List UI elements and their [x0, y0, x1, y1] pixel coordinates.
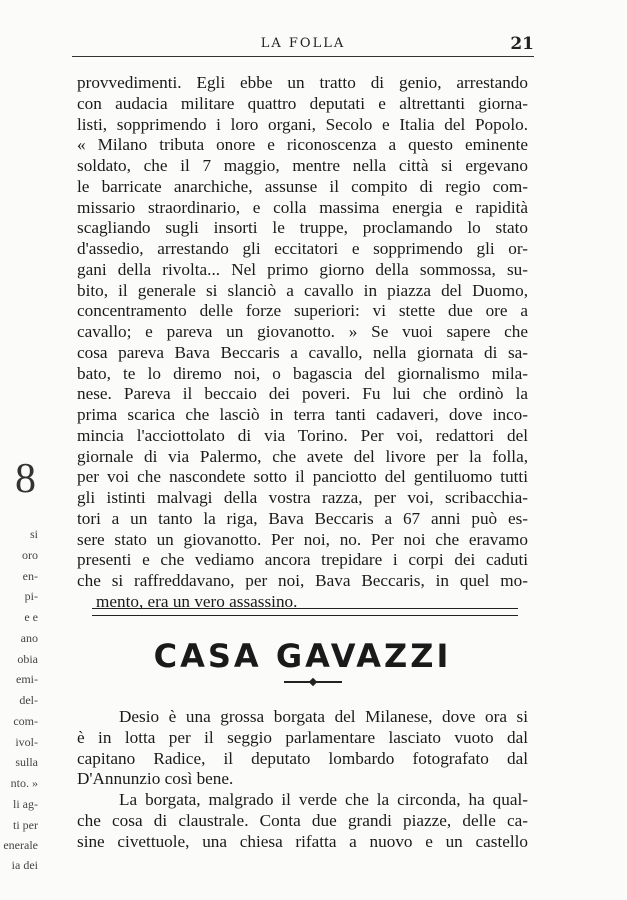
margin-fragment: com- — [13, 714, 38, 728]
text-line: cosa pareva Bava Beccaris a cavallo, nella giornata di sa- — [77, 342, 528, 362]
margin-fragment: e e — [24, 610, 38, 624]
margin-fragment: 8 — [15, 456, 36, 502]
facing-page-bleed — [0, 0, 40, 900]
margin-fragment: del- — [19, 693, 38, 707]
text-line: con audacia militare quattro deputati e altrettanti giorna- — [77, 93, 528, 113]
text-line: che cosa di claustrale. Conta due grandi piazze, delle ca- — [77, 810, 528, 830]
text-line: capitano Radice, il deputato lombardo fotografato dal — [77, 748, 528, 768]
running-title: LA FOLLA — [260, 36, 346, 51]
text-line: gli istinti malvagi della vostra razza, per voi, scribacchia- — [77, 488, 528, 507]
text-line: cavallo; e pareva un giovanotto. » Se vuoi sapere che — [77, 322, 528, 341]
text-line: concentramento delle forze superiori: vi stette due ore a — [77, 301, 528, 321]
text-line: presenti e che vediamo ancora trepidare i corpi dei caduti — [77, 550, 528, 570]
text-line: La borgata, malgrado il verde che la circonda, ha qual- — [119, 790, 528, 809]
margin-fragment: ia dei — [11, 858, 38, 872]
margin-fragment: li ag- — [13, 797, 38, 811]
text-line: missario straordinario, e colla massima energia e rapidità — [77, 197, 528, 217]
text-line: listi, sopprimendo i loro organi, Secolo e Italia del Popolo. — [77, 114, 528, 134]
margin-fragment: pi- — [24, 589, 38, 603]
text-line: giornale di via Palermo, che avete del livore per la folla, — [77, 446, 528, 466]
text-line: d'assedio, arrestando gli eccitatori e sopprimendo gli or- — [77, 239, 528, 258]
text-line: provvedimenti. Egli ebbe un tratto di genio, arrestando — [77, 73, 528, 92]
text-line: prima scarica che lasciò in terra tanti cadaveri, dove inco- — [77, 405, 528, 424]
text-line: nese. Pareva il beccaio dei poveri. Fu lui che ordinò la — [77, 384, 528, 404]
section-divider — [92, 608, 518, 616]
text-line: bato, te lo diremo noi, o bagascia del giornalismo mila- — [77, 363, 528, 383]
text-line: bito, il generale si slanciò a cavallo in piazza del Duomo, — [77, 280, 528, 300]
margin-fragment: enerale — [3, 838, 38, 852]
text-line: D'Annunzio così bene. — [77, 769, 234, 789]
text-line: mento, era un vero assassino. — [96, 591, 298, 611]
text-line: « Milano tributa onore e riconoscenza a questo eminente — [77, 135, 528, 155]
text-line: gani della rivolta... Nel primo giorno della sommossa, su- — [77, 259, 528, 279]
title-ornament — [284, 681, 342, 683]
margin-fragment: nto. » — [10, 776, 38, 790]
text-line: tori a un tanto la riga, Bava Beccaris a 67 anni può es- — [77, 508, 528, 528]
margin-fragment: ano — [20, 631, 38, 645]
text-line: sine civettuole, una chiesa rifatta a nuovo e un castello — [77, 831, 528, 851]
margin-fragment: emi- — [16, 672, 38, 686]
page-header — [72, 36, 534, 58]
margin-fragment: oro — [22, 548, 38, 562]
margin-fragment: ivol- — [15, 735, 38, 749]
text-line: soldato, che il 7 maggio, mentre nella città si ergevano — [77, 156, 528, 175]
text-line: per voi che nascondete sotto il panciotto del gentiluomo tutti — [77, 467, 528, 487]
section-text — [77, 707, 528, 852]
text-line: che si raffreddavano, per noi, Bava Beccaris, in quel mo- — [77, 571, 528, 590]
header-rule — [72, 56, 534, 57]
text-line: mincia l'acciottolato di via Torino. Per voi, redattori del — [77, 425, 528, 445]
margin-fragment: sulla — [15, 755, 38, 769]
article-end-text — [77, 73, 528, 613]
margin-fragment: ti per — [13, 818, 38, 832]
text-line: è in lotta per il seggio parlamentare lasciato vuoto dal — [77, 727, 528, 747]
text-line: sere stato un giovanotto. Per noi, no. Per noi che eravamo — [77, 529, 528, 549]
section-title: CASA GAVAZZI — [153, 637, 452, 675]
margin-fragment: en- — [22, 569, 38, 583]
margin-fragment: obia — [17, 652, 38, 666]
text-line: scagliando sugli insorti le truppe, proclamando lo stato — [77, 218, 528, 238]
text-line: le barricate anarchiche, assunse il compito di regio com- — [77, 176, 528, 196]
page-number: 21 — [510, 34, 534, 54]
text-line: Desio è una grossa borgata del Milanese, dove ora si — [119, 707, 528, 726]
margin-fragment: si — [29, 527, 38, 541]
